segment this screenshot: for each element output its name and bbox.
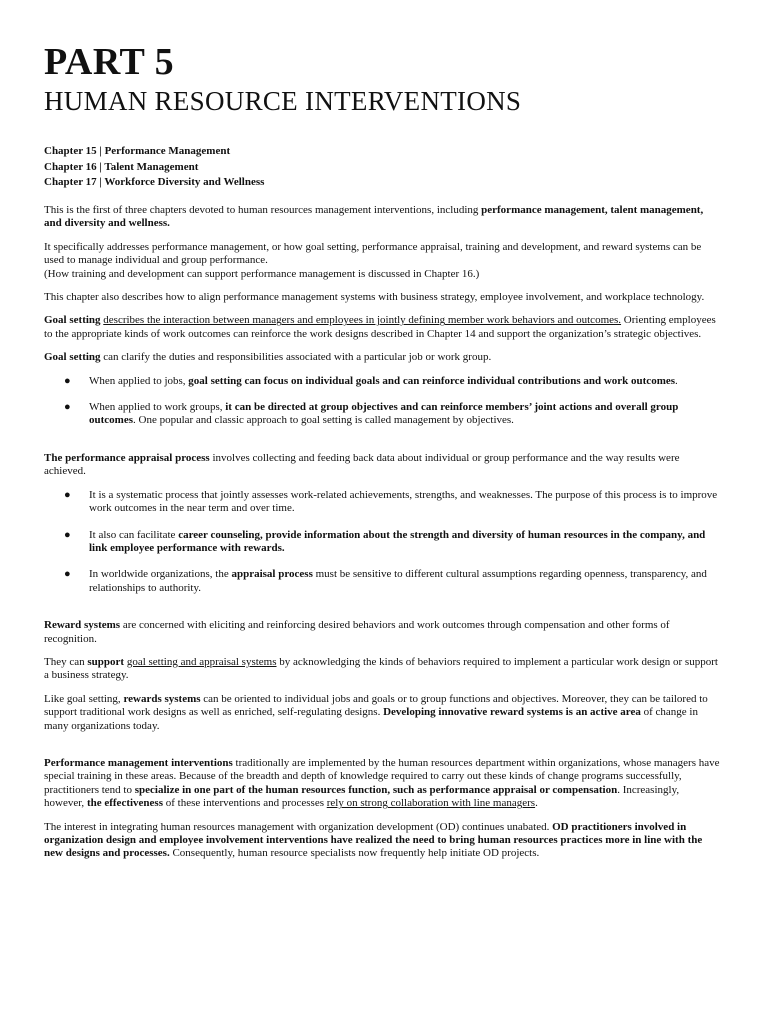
appraisal-paragraph: The performance appraisal process involves collecting and feeding back data about individual or group performance and the way results were achieved. [44, 451, 680, 478]
list-item: ● It is a systematic process that jointly assesses work-related achievements, strengths, and weaknesses. The purpose of this process is to improve work outcomes in the near term and over time. [64, 488, 718, 515]
list-item: ● In worldwide organizations, the appraisal process must be sensitive to different cultural assumptions regarding openness, transparency, and relationships to authority. [64, 568, 707, 594]
intro-scope-paragraph: It specifically addresses performance management, or how goal setting, performance appraisal, training and development, and reward systems can be used to manage individual and group performance. (How training and development can support performance management is discussed in Chapter 16.) [44, 240, 702, 280]
bullet-icon: ● [64, 488, 71, 501]
bullet-icon: ● [64, 568, 71, 581]
reward-support-paragraph: They can support goal setting and appraisal systems by acknowledging the kinds of behaviors required to implement a particular work design or support a business strategy. [44, 655, 718, 682]
chapter-item: Chapter 16 | Talent Management [44, 160, 199, 173]
chapter-item: Chapter 15 | Performance Management [44, 145, 231, 157]
goal-setting-clarify-paragraph: Goal setting can clarify the duties and responsibilities associated with a particular job or work group. [44, 351, 492, 364]
bullet-icon: ● [64, 374, 71, 387]
intro-paragraph: This is the first of three chapters devoted to human resources management interventions, including performance management, talent management, and diversity and wellness. [44, 204, 704, 230]
list-item: ● When applied to jobs, goal setting can focus on individual goals and can reinforce individual contributions and work outcomes. [64, 374, 678, 387]
chapter-list [44, 144, 264, 191]
list-item: ● It also can facilitate career counseling, provide information about the strength and diversity of human resources in the company, and link employee performance with rewards. [64, 528, 706, 554]
part-title: PART 5 [44, 41, 175, 83]
part-subtitle: HUMAN RESOURCE INTERVENTIONS [44, 86, 522, 116]
pm-interventions-paragraph: Performance management interventions traditionally are implemented by the human resources department within organizations, whose managers have special training in these areas. Because of the breadth and depth of knowledge required to carry out these kinds of change programs successfully, practitioners tend to specialize in one part of the human resources function, such as performance appraisal or compensation. Increasingly, however, the effectiveness of these interventions and processes rely on strong collaboration with line managers. [44, 756, 720, 810]
list-item: ● When applied to work groups, it can be directed at group objectives and can reinforce members’ joint actions and overall group outcomes. One popular and classic approach to goal setting is called management by objectives. [64, 401, 679, 427]
chapter-item: Chapter 17 | Workforce Diversity and Wellness [44, 176, 265, 188]
alignment-paragraph: This chapter also describes how to align performance management systems with business strategy, employee involvement, and workplace technology. [44, 291, 705, 304]
od-integration-paragraph: The interest in integrating human resources management with organization development (OD) continues unabated. OD practitioners involved in organization design and employee involvement interventions have realized the need to bring human resources practices more in line with the new designs and processes. Consequently, human resource specialists now frequently help initiate OD projects. [44, 820, 703, 860]
document-body [44, 204, 722, 871]
reward-systems-paragraph: Reward systems are concerned with eliciting and reinforcing desired behaviors and work outcomes through compensation and other forms of recognition. [44, 619, 670, 645]
reward-orientation-paragraph: Like goal setting, rewards systems can be oriented to individual jobs and goals or to group functions and objectives. Moreover, they can be tailored to support traditional work designs as well as enriched, self-regulating designs. Developing innovative reward systems is an active area of change in many organizations today. [44, 692, 708, 732]
appraisal-bullets [44, 489, 722, 595]
goal-setting-paragraph: Goal setting describes the interaction between managers and employees in jointly defining member work behaviors and outcomes. Orienting employees to the appropriate kinds of work outcomes can reinforce the work designs described in Chapter 14 and support the organization’s strategic objectives. [44, 314, 716, 340]
goal-setting-bullets [44, 375, 722, 428]
bullet-icon: ● [64, 401, 71, 414]
bullet-icon: ● [64, 528, 71, 541]
